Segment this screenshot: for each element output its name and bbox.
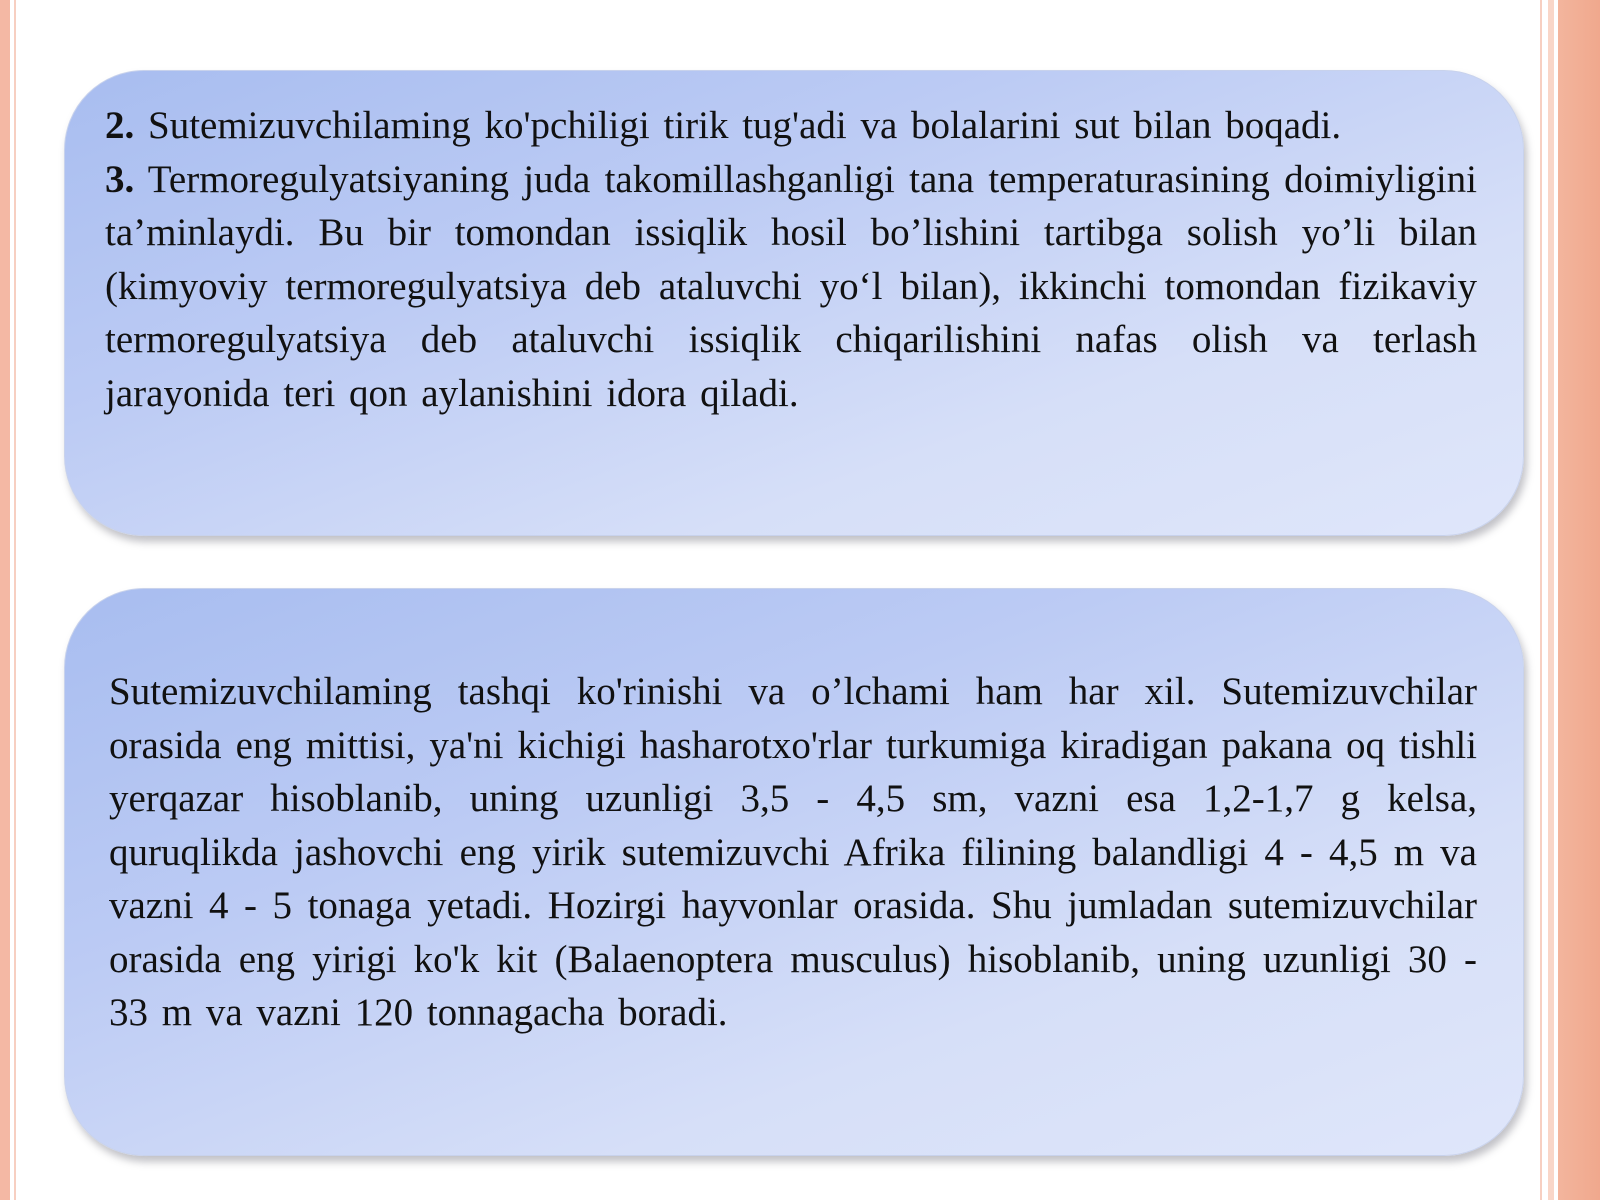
bottom-text-box <box>64 588 1524 1156</box>
point-3-text: Termoregulyatsiyaning juda takomillashganligi tana temperaturasining doimiyligini ta’minlaydi. Bu bir tomondan issiqlik hosil bo’lishini tartibga solish yo’li bilan (kimyoviy termoregulyatsiya deb ataluvchi yo‘l bilan), ikkinchi tomondan fizikaviy termoregulyatsiya deb ataluvchi issiqlik chiqarilishini nafas olish va terlash jarayonida teri qon aylanishini idora qiladi. <box>105 157 1477 415</box>
point-3-number: 3. <box>105 157 135 201</box>
point-2-number: 2. <box>105 104 135 147</box>
slide-left-border <box>0 0 10 1200</box>
slide-right-border-line <box>1540 0 1542 1200</box>
slide-left-border-line <box>14 0 16 1200</box>
point-2-text: Sutemizuvchilaming ko'pchiligi tirik tug'adi va bolalarini sut bilan boqadi. <box>148 104 1342 147</box>
top-text-box <box>64 70 1524 536</box>
mammal-size-paragraph: Sutemizuvchilaming tashqi ko'rinishi va o’lchami ham har xil. Sutemizuvchilar orasida eng mittisi, ya'ni kichigi hasharotxo'rlar turkumiga kiradigan pakana oq tishli yerqazar hisoblanib, uning uzunligi 3,5 - 4,5 sm, vazni esa 1,2-1,7 g kelsa, quruqlikda jashovchi eng yirik sutemizuvchi Afrika filining balandligi 4 - 4,5 m va vazni 4 - 5 tonaga yetadi. Hozirgi hayvonlar orasida. Shu jumladan sutemizuvchilar orasida eng yirigi ko'k kit (Balaenoptera musculus) hisoblanib, uning uzunligi 30 - 33 m va vazni 120 tonnagacha boradi. <box>109 670 1477 1034</box>
point-2-paragraph <box>105 99 1477 153</box>
slide-right-border <box>1548 0 1600 1200</box>
point-3-paragraph <box>105 153 1477 421</box>
